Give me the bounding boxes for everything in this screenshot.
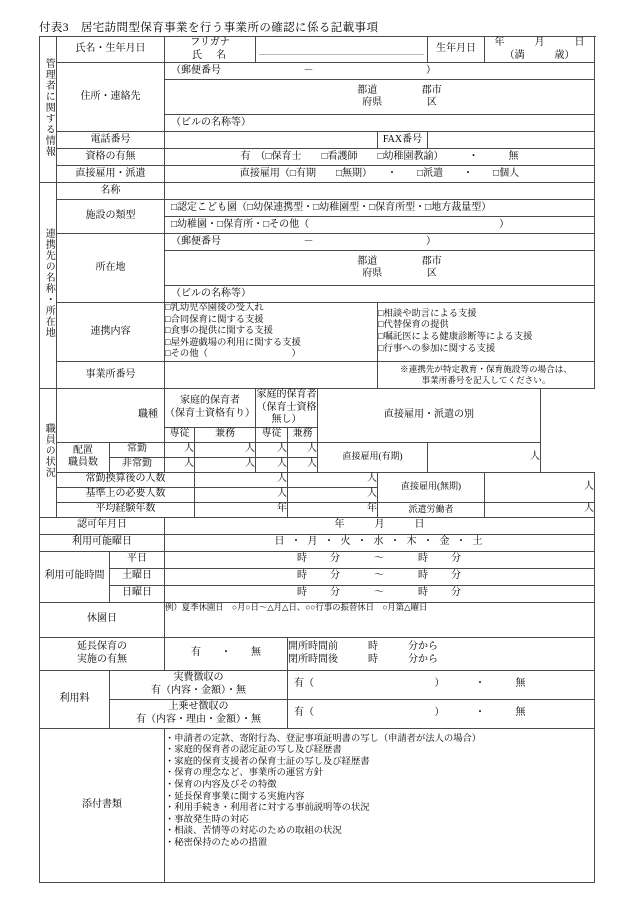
partnership-right-1: □代替保育の提供 [378, 320, 449, 331]
label-available-hours: 利用可能時間 [40, 551, 110, 602]
qualification-options[interactable]: 有 （□保育士 □看護師 □幼稚園教諭） ・ 無 [165, 149, 595, 166]
group1-fulltime-header: 専従 [165, 427, 195, 442]
birthdate-age: （満 歳） [504, 49, 575, 61]
partnership-left-3: □屋外遊戯場の利用に関する支援 [165, 337, 301, 348]
office-number-input[interactable] [165, 362, 378, 389]
partner-content-row [40, 303, 595, 362]
manager-qualification-row [40, 149, 595, 166]
partnership-options-right[interactable] [378, 303, 595, 362]
attachment-item-3: ・保育の理念など、事業所の運営方針 [165, 768, 324, 779]
extended-before-open: 開所時間前 時 分から [288, 641, 438, 653]
closed-days-row [40, 602, 595, 637]
attachment-item-8: ・相談、苦情等の対応のための取組の状況 [165, 826, 342, 837]
partner-name-input[interactable] [165, 183, 595, 200]
group1-line2: （保育士資格有り） [165, 407, 255, 419]
partner-pref-line1: 都道 [357, 255, 378, 267]
label-birthdate: 生年月日 [428, 37, 485, 63]
partner-pref-line2: 府県 [362, 268, 383, 279]
extended-after-close: 閉所時間後 時 分から [288, 653, 438, 665]
dispatch-worker-count[interactable]: 人 [485, 502, 595, 517]
approval-date-row [40, 517, 595, 534]
staff-group-1-header [165, 389, 256, 428]
extra-line1: 上乗せ徴収の [168, 701, 229, 713]
available-hours-saturday-row [40, 568, 595, 585]
weekday-hours-input[interactable]: 時 分 ～ 時 分 [165, 551, 595, 568]
label-saturday: 土曜日 [110, 568, 165, 585]
partner-postal-close: ） [426, 235, 436, 247]
attachment-item-0: ・申請者の定款、寄附行為、登記事項証明書の写し（申請者が法人の場合） [165, 733, 482, 744]
actual-cost-input[interactable] [288, 670, 595, 699]
label-fax: FAX番号 [378, 132, 428, 149]
label-assigned-staff-count [57, 442, 110, 472]
g2-fulltime-nonregular[interactable]: 人 [256, 457, 288, 472]
main-form-table [39, 36, 595, 883]
facility-type-line2: □幼稚園・□保育所・□その他（ ） [171, 218, 510, 230]
attachment-item-7: ・事故発生時の対応 [165, 814, 249, 825]
label-available-days: 利用可能曜日 [40, 534, 165, 551]
g1-concurrent-nonregular[interactable]: 人 [195, 457, 256, 472]
group2-concurrent-header: 兼務 [288, 427, 318, 442]
label-address-contact: 住所・連絡先 [57, 63, 165, 132]
available-days-row [40, 534, 595, 551]
city-line1: 郡市 [421, 84, 442, 96]
direct-fixed-term-count[interactable]: 人 [428, 442, 541, 472]
label-employment-type: 直接雇用・派遣 [57, 166, 165, 183]
attachment-item-1: ・家庭的保育者の認定証の写し及び経歴書 [165, 745, 342, 756]
group1-line1: 家庭的保育者 [180, 395, 240, 407]
name-label: 氏 名 [192, 49, 228, 61]
partnership-right-0: □相談や助言による支援 [378, 308, 477, 319]
actual-no: 無 [515, 678, 526, 690]
available-days-value[interactable]: 日 ・ 月 ・ 火 ・ 水 ・ 木 ・ 金 ・ 土 [165, 534, 595, 551]
extra-yes: 有（ [294, 707, 314, 719]
closed-days-example: 例）夏季休園日 ○月○日～△月△日、○○行事の振替休日 ○月第△曜日 [165, 602, 428, 612]
partnership-left-1: □合同保育に関する支援 [165, 314, 264, 325]
partner-postal-dash: － [303, 235, 314, 247]
employment-options[interactable]: 直接雇用（□有期 □無期） ・ □派遣 ・ □個人 [165, 166, 595, 183]
extra-charge-input[interactable] [288, 699, 595, 728]
partner-building-input[interactable] [165, 286, 595, 303]
manager-name-row [40, 37, 595, 63]
pref-line2: 府県 [362, 97, 383, 108]
partnership-right-3: □行事への参加に関する支援 [378, 343, 496, 354]
group2-line2: （保育士資格無し） [256, 401, 317, 426]
extended-care-yes-no[interactable]: 有 ・ 無 [165, 637, 288, 670]
partner-type-row-1 [40, 200, 595, 217]
manager-employment-row [40, 166, 595, 183]
facility-type-line1: □認定こども園（□幼保連携型・□幼稚園型・□保育所型・□地方裁量型） [171, 201, 492, 213]
partner-postal-row [40, 234, 595, 251]
manager-postal-row [40, 63, 595, 80]
section-label-manager: 管理者に関する情報 [40, 37, 57, 183]
label-fees: 利用料 [40, 670, 110, 728]
label-required-count: 基準上の必要人数 [57, 487, 195, 502]
section-label-partner: 連携先の名称・所在地 [40, 183, 57, 389]
partner-city-line1: 郡市 [421, 255, 442, 267]
label-direct-fixed-term: 直接雇用(有期) [318, 442, 428, 472]
actual-line1: 実費徴収の [173, 672, 224, 684]
sunday-hours-input[interactable]: 時 分 ～ 時 分 [165, 585, 595, 602]
g2-fulltime-regular[interactable]: 人 [256, 442, 288, 457]
partner-name-row [40, 183, 595, 200]
birthdate-value: 年 月 日 [494, 37, 585, 48]
page-title: 付表3 居宅訪問型保育事業を行う事業所の確認に係る記載事項 [39, 22, 379, 34]
g1-fulltime-regular[interactable]: 人 [165, 442, 195, 457]
extra-close: ） [434, 707, 445, 719]
direct-unlimited-count[interactable]: 人 [485, 472, 595, 502]
manager-building-input[interactable] [165, 115, 595, 132]
assigned-line2: 職員数 [68, 457, 98, 469]
partner-city-line2: 区 [426, 268, 437, 279]
partnership-right-2: □嘱託医による健康診断等による支援 [378, 332, 533, 343]
available-hours-sunday-row [40, 585, 595, 602]
label-closed-days: 休園日 [40, 602, 165, 637]
staff-group-2-header [256, 389, 318, 428]
g1-average-years[interactable]: 年 [195, 502, 288, 517]
available-hours-weekday-row [40, 551, 595, 568]
partnership-left-0: □乳幼児卒園後の受入れ [165, 303, 264, 313]
label-name-birth: 氏名・生年月日 [57, 37, 165, 63]
pref-line1: 都道 [357, 84, 378, 96]
extra-line2: 有（内容・理由・金額）・無 [136, 713, 261, 725]
office-number-note [378, 362, 595, 389]
label-approval-date: 認可年月日 [40, 517, 165, 534]
label-partnership-content: 連携内容 [57, 303, 165, 362]
partnership-left-4: □その他（ ） [165, 349, 301, 360]
staff-avg-years-row [40, 502, 595, 517]
staff-regular-row [40, 442, 595, 457]
label-converted-count: 常勤換算後の人数 [57, 472, 195, 487]
g2-average-years[interactable]: 年 [288, 502, 378, 517]
label-non-regular: 非常勤 [110, 457, 165, 472]
extra-no: 無 [515, 707, 526, 719]
extended-label-line1: 延長保育の [77, 641, 127, 653]
attachment-item-5: ・延長保育事業に関する実施内容 [165, 791, 305, 802]
facility-type-options-2[interactable] [165, 217, 595, 234]
manager-tel-row [40, 132, 595, 149]
attachment-item-2: ・家庭的保育支援者の保育士証の写し及び経歴書 [165, 756, 370, 767]
label-partner-location: 所在地 [57, 234, 165, 303]
staff-header-row-1 [40, 389, 595, 428]
label-office-number: 事業所番号 [57, 362, 165, 389]
name-write-line [259, 53, 424, 55]
label-weekday: 平日 [110, 551, 165, 568]
manager-postal-input[interactable] [165, 63, 595, 80]
group2-fulltime-header: 専従 [256, 427, 288, 442]
assigned-line1: 配置 [73, 444, 93, 456]
closed-days-input[interactable] [165, 602, 595, 637]
label-actual-cost [110, 670, 288, 699]
manager-address-input[interactable] [165, 80, 595, 115]
partner-address-input[interactable] [165, 251, 595, 286]
label-extra-charge [110, 699, 288, 728]
actual-line2: 有（内容・金額）・無 [151, 684, 246, 696]
label-average-years: 平均経験年数 [57, 502, 195, 517]
extended-care-times[interactable] [288, 637, 595, 670]
building-label: （ビルの名称等） [171, 116, 251, 128]
employment-type-header: 直接雇用・派遣の別 [318, 389, 541, 443]
label-facility-type: 施設の類型 [57, 200, 165, 234]
office-note-line2: 事業所番号を記入してください。 [421, 375, 551, 386]
manager-tel-input[interactable] [165, 132, 378, 149]
approval-date-input[interactable]: 年 月 日 [165, 517, 595, 534]
actual-yes: 有（ [294, 678, 314, 690]
partner-building-label: （ビルの名称等） [171, 287, 251, 299]
label-telephone: 電話番号 [57, 132, 165, 149]
extra-sep: ・ [475, 707, 485, 719]
g2-converted-count[interactable]: 人 [288, 472, 378, 487]
manager-birthdate-input[interactable] [485, 37, 595, 63]
label-partner-name: 名称 [57, 183, 165, 200]
g1-concurrent-regular[interactable]: 人 [195, 442, 256, 457]
fee-extra-row [40, 699, 595, 728]
partner-postal-label: （郵便番号 [171, 235, 221, 247]
attachment-item-9: ・秘密保持のための措置 [165, 838, 268, 849]
label-attachments: 添付書類 [40, 728, 165, 882]
label-regular: 常勤 [110, 442, 165, 457]
furigana-label: フリガナ [190, 37, 230, 48]
group1-concurrent-header: 兼務 [195, 427, 256, 442]
attachment-item-4: ・保育の内容及びその特徴 [165, 779, 277, 790]
attachments-list [165, 728, 595, 882]
manager-fax-input[interactable] [428, 132, 595, 149]
postal-label: （郵便番号 [171, 64, 221, 76]
attachment-item-6: ・利用手続き・利用者に対する事前説明等の状況 [165, 803, 370, 814]
g2-concurrent-regular[interactable]: 人 [288, 442, 318, 457]
group2-line1: 家庭的保育者 [256, 389, 317, 401]
g2-concurrent-nonregular[interactable]: 人 [288, 457, 318, 472]
city-line2: 区 [426, 97, 437, 108]
g1-fulltime-nonregular[interactable]: 人 [165, 457, 195, 472]
partner-postal-input[interactable] [165, 234, 595, 251]
g1-required-count[interactable]: 人 [195, 487, 288, 502]
attachments-row [40, 728, 595, 882]
fee-actual-row [40, 670, 595, 699]
manager-name-input[interactable] [256, 37, 428, 63]
extended-label-line2: 実施の有無 [77, 653, 127, 665]
staff-converted-row [40, 472, 595, 487]
saturday-hours-input[interactable]: 時 分 ～ 時 分 [165, 568, 595, 585]
postal-close: ） [426, 64, 436, 76]
label-sunday: 日曜日 [110, 585, 165, 602]
g1-converted-count[interactable]: 人 [195, 472, 288, 487]
facility-type-options-1[interactable] [165, 200, 595, 217]
label-extended-care [40, 637, 165, 670]
actual-sep: ・ [475, 678, 485, 690]
extended-care-row [40, 637, 595, 670]
office-note-line1: ※連携先が特定教育・保育施設等の場合は、 [400, 364, 572, 375]
label-job-type: 職種 [57, 389, 165, 443]
label-furigana-name [165, 37, 256, 63]
partnership-left-2: □食事の提供に関する支援 [165, 326, 273, 337]
section-label-staff: 職員の状況 [40, 389, 57, 518]
label-direct-unlimited: 直接雇用(無期) [378, 472, 485, 502]
actual-close: ） [434, 678, 445, 690]
label-qualification: 資格の有無 [57, 149, 165, 166]
label-dispatch-worker: 派遣労働者 [378, 502, 485, 517]
g2-required-count[interactable]: 人 [288, 487, 378, 502]
postal-dash: － [303, 64, 314, 76]
partnership-options-left[interactable] [165, 303, 378, 362]
